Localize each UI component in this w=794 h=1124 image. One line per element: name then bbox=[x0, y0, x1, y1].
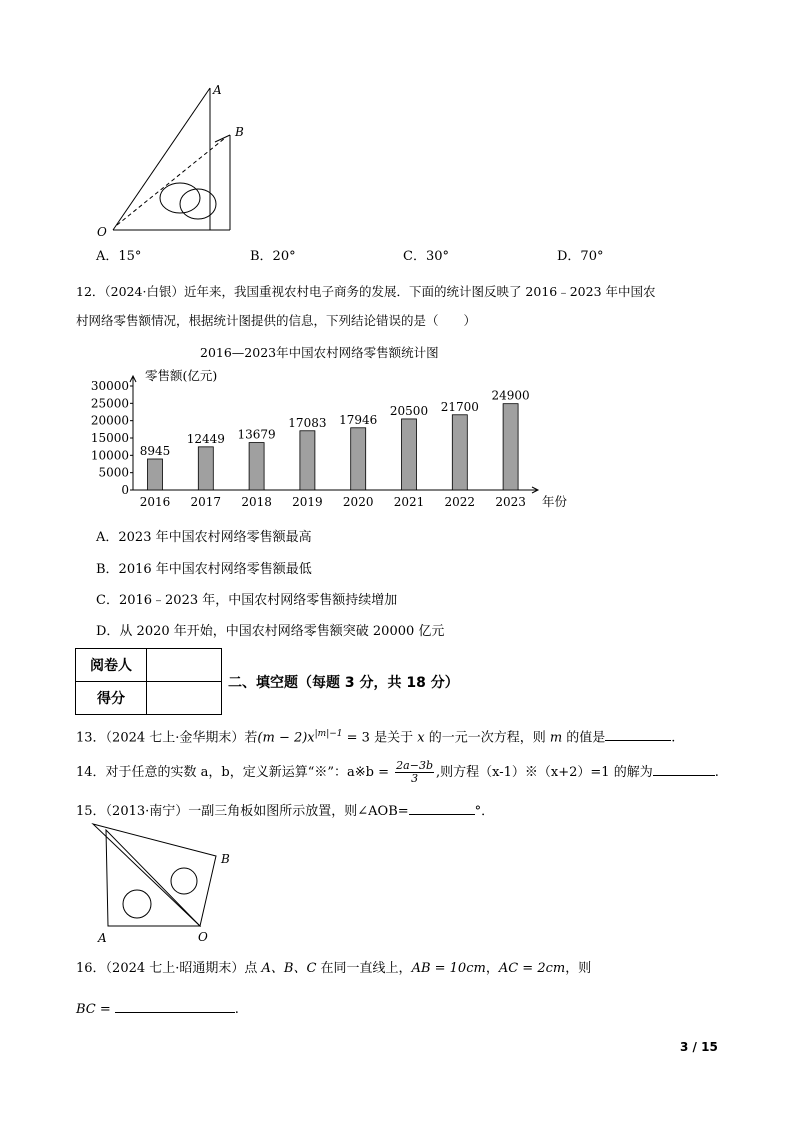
chart-x-tick-label: 2023 bbox=[495, 495, 526, 509]
chart-x-tick-label: 2021 bbox=[393, 495, 425, 509]
fig11-circle-1 bbox=[160, 183, 200, 213]
chart-y-tick-label: 5000 bbox=[98, 465, 129, 480]
fig11-label-a: A bbox=[213, 83, 222, 97]
chart-bar bbox=[148, 459, 163, 490]
chart-y-tick-label: 30000 bbox=[90, 379, 129, 393]
fig15-triangle-sixty bbox=[93, 824, 216, 926]
chart-x-tick-label: 2016 bbox=[139, 495, 171, 509]
chart-bar bbox=[351, 428, 366, 490]
fig15-label-a: A bbox=[98, 931, 107, 945]
chart-value-label: 17083 bbox=[288, 415, 327, 430]
reviewer-label: 阅卷人 bbox=[76, 649, 147, 682]
figure-q15 bbox=[88, 818, 238, 948]
q14-fraction bbox=[395, 760, 434, 785]
q13-suffix: 的值是 bbox=[562, 730, 606, 746]
q13-var-x: x bbox=[417, 730, 425, 746]
score-label: 得分 bbox=[76, 682, 147, 715]
chart-value-label: 13679 bbox=[237, 427, 276, 442]
fig15-label-o: O bbox=[198, 930, 208, 944]
q16-sep: ， bbox=[485, 961, 499, 976]
chart-x-tick-label: 2018 bbox=[241, 495, 272, 509]
q15-text: 15．（2013·南宁）一副三角板如图所示放置，则∠AOB= bbox=[76, 804, 409, 819]
q12-option-b: B．2016 年中国农村网络零售额最低 bbox=[96, 562, 312, 577]
q16-prefix: 16．（2024 七上·昭通期末）点 bbox=[76, 961, 262, 976]
q13-middle: 是关于 bbox=[369, 730, 418, 746]
q14: 14．对于任意的实数 a，b，定义新运算“※”：a※b = $\frac{2a-3b}{3}$ ,则方程（x-1）※（x+2）=1 的解为 . bbox=[76, 759, 719, 785]
q13-eq-base: (m − 2)x bbox=[257, 730, 315, 746]
chart-bar bbox=[402, 419, 417, 490]
q15-unit: °． bbox=[474, 804, 495, 819]
q12-option-a: A．2023 年中国农村网络零售额最高 bbox=[96, 530, 312, 545]
section-title: 二、填空题（每题 3 分，共 18 分） bbox=[228, 675, 459, 691]
q16-answer-blank[interactable] bbox=[115, 998, 235, 1013]
score-table bbox=[75, 648, 222, 715]
chart-bar bbox=[300, 431, 315, 490]
chart-value-label: 12449 bbox=[186, 431, 225, 446]
q13: 13．（2024 七上·金华期末）若$(m - 2)x^{|m|-1} = 3$ 是关于 x 的一元一次方程，则 m 的值是 . bbox=[76, 725, 675, 747]
chart-bar bbox=[452, 415, 467, 490]
chart-x-tick-label: 2017 bbox=[190, 495, 222, 509]
chart-value-label: 17946 bbox=[339, 412, 378, 427]
fig15-circle-1 bbox=[123, 890, 151, 918]
q16-ac: AC = 2cm bbox=[498, 961, 566, 976]
fig11-top-b bbox=[215, 135, 230, 142]
chart-x-tick-label: 2019 bbox=[292, 495, 323, 509]
q12-option-c: C．2016﹣2023 年，中国农村网络零售额持续增加 bbox=[96, 593, 398, 608]
chart-bar bbox=[503, 404, 518, 490]
chart-y-tick-label: 15000 bbox=[90, 431, 129, 445]
q13-middle2: 的一元一次方程，则 bbox=[424, 730, 550, 746]
reviewer-box bbox=[147, 649, 222, 682]
q11-option-d: D．70° bbox=[557, 249, 604, 264]
q15-answer-blank[interactable] bbox=[409, 800, 475, 815]
q11-option-c: C．30° bbox=[403, 249, 449, 264]
q13-var-m: m bbox=[549, 730, 563, 746]
page-number: 3 / 15 bbox=[680, 1040, 718, 1054]
chart-value-label: 24900 bbox=[491, 388, 530, 403]
chart-bar bbox=[198, 447, 213, 490]
q14-prefix: 14．对于任意的实数 a，b，定义新运算“※”：a※b = bbox=[76, 765, 394, 780]
chart-x-tick-label: 2020 bbox=[342, 495, 374, 509]
q12-option-d: D．从 2020 年开始，中国农村网络零售额突破 20000 亿元 bbox=[96, 624, 445, 639]
q16-suffix: ，则 bbox=[565, 961, 592, 976]
fig11-label-b: B bbox=[235, 125, 244, 139]
chart-y-tick-label: 10000 bbox=[90, 448, 129, 463]
fig15-circle-2 bbox=[171, 868, 197, 894]
chart-value-label: 8945 bbox=[139, 443, 171, 458]
q16-mid: 在同一直线上， bbox=[316, 961, 412, 976]
score-box bbox=[147, 682, 222, 715]
q13-eq-rhs: = 3 bbox=[342, 730, 370, 746]
chart-y-tick-label: 25000 bbox=[90, 396, 129, 411]
q14-answer-blank[interactable] bbox=[653, 761, 715, 776]
fig11-label-o: O bbox=[97, 225, 107, 239]
figure-q11 bbox=[85, 80, 260, 240]
q16-line1 bbox=[76, 960, 591, 978]
chart-x-tick-label: 2022 bbox=[444, 495, 476, 509]
chart-title: 2016—2023年中国农村网络零售额统计图 bbox=[200, 345, 439, 360]
q13-eq-exp: |m|−1 bbox=[314, 729, 343, 739]
q12-stem-line2: 村网络零售额情况，根据统计图提供的信息，下列结论错误的是（ ） bbox=[76, 313, 477, 328]
fig15-triangle-square bbox=[106, 830, 200, 926]
chart-bar bbox=[249, 443, 264, 490]
chart-y-tick-label: 20000 bbox=[90, 413, 129, 428]
fig15-label-b: B bbox=[221, 852, 230, 866]
q14-frac-num: 2a−3b bbox=[396, 759, 433, 772]
chart-value-label: 21700 bbox=[440, 399, 479, 414]
q16-bc: BC = bbox=[76, 1002, 111, 1017]
q14-frac-den: 3 bbox=[411, 772, 419, 785]
q16-points: A、B、C bbox=[261, 961, 317, 976]
chart-ylabel: 零售额(亿元) bbox=[145, 368, 218, 383]
chart-value-label: 20500 bbox=[389, 403, 429, 418]
q16-ab: AB = 10cm bbox=[411, 961, 486, 976]
bar-chart bbox=[70, 338, 600, 518]
chart-xlabel: 年份 bbox=[542, 494, 568, 509]
q11-option-a: A．15° bbox=[96, 249, 142, 264]
q13-prefix: 13．（2024 七上·金华期末）若 bbox=[76, 730, 258, 746]
q12-stem-line1: 12．（2024·白银）近年来，我国重视农村电子商务的发展．下面的统计图反映了 2016﹣2023 年中国农 bbox=[76, 284, 656, 299]
q13-answer-blank[interactable] bbox=[605, 726, 671, 741]
q14-suffix: ,则方程（x-1）※（x+2）=1 的解为 bbox=[436, 765, 653, 780]
q16-line2: BC = . bbox=[76, 998, 239, 1019]
chart-y-tick-label: 0 bbox=[121, 483, 129, 497]
fig11-ray-oa bbox=[113, 88, 210, 230]
q11-option-b: B．20° bbox=[250, 249, 296, 264]
